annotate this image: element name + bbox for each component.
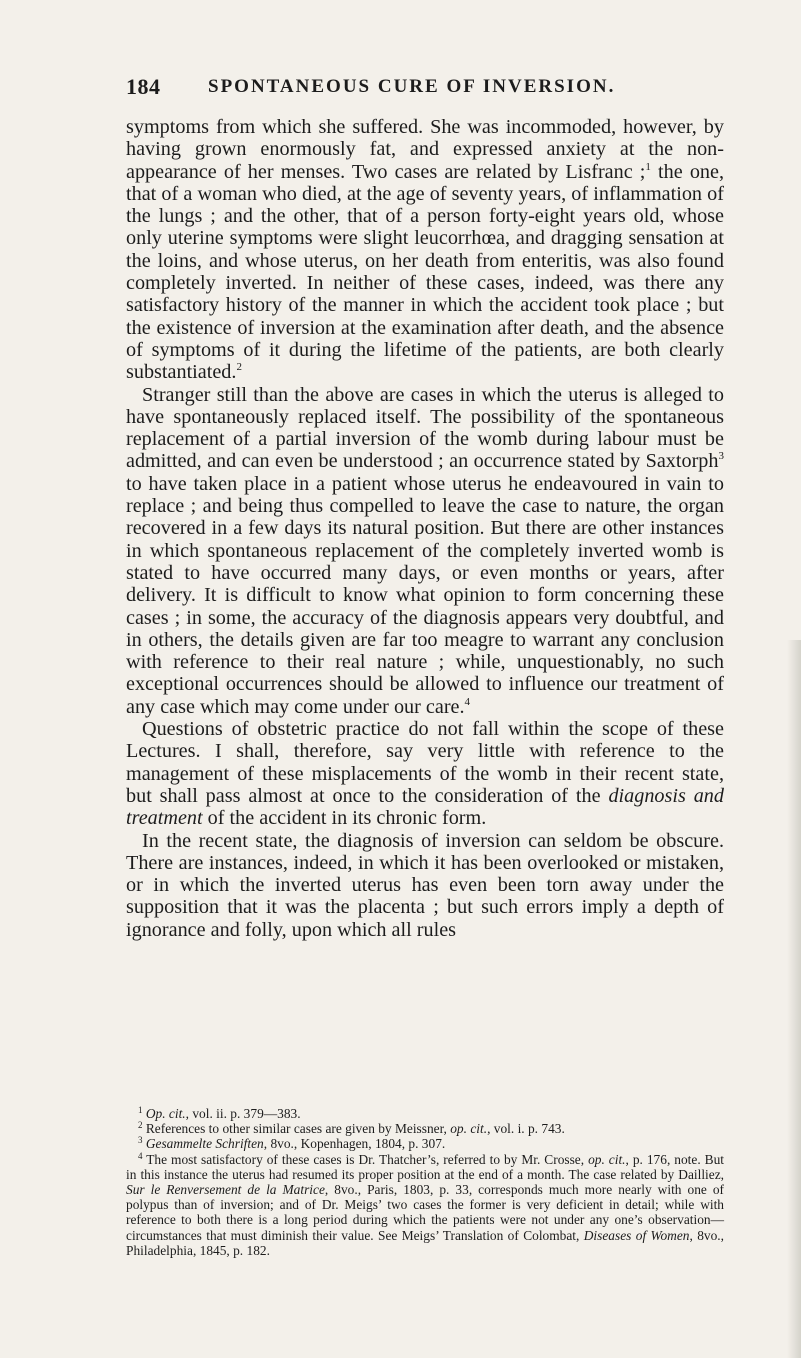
text-run: Questions of obstetric practice do not fall within the scope of these Lectures. I shall, therefore, say very little with reference to the management of these misplacements of the womb in their recent state, but shall pass almost at once to the consideration of the xyxy=(126,718,724,807)
emphasis: Gesammelte Schriften xyxy=(145,1136,264,1152)
main-text xyxy=(126,116,724,941)
paragraph xyxy=(126,718,724,829)
footnote xyxy=(126,1136,724,1151)
text-run: In the recent state, the diagnosis of inversion can seldom be obscure. There are instances, indeed, in which it has been overlooked or mistaken, or in which the inverted uterus has even been torn away under the supposition that it was the placenta ; but such errors imply a depth of ignorance and folly, upon which all rules xyxy=(126,829,724,941)
emphasis: Sur le Renversement de la Matrice xyxy=(126,1182,325,1198)
emphasis: Diseases of Women xyxy=(583,1227,690,1243)
text-run: , 8vo., Philadelphia, 1845, p. 182. xyxy=(126,1227,724,1258)
emphasis: diagnosis and treatment xyxy=(126,784,724,830)
footnote-ref[interactable]: 4 xyxy=(464,695,471,708)
footnote-mark: 3 xyxy=(138,1135,143,1146)
footnotes xyxy=(126,1106,724,1258)
footnote-mark: 2 xyxy=(138,1120,143,1131)
paragraph xyxy=(126,384,724,718)
footnote xyxy=(126,1106,724,1121)
emphasis: Op. cit. xyxy=(145,1106,186,1121)
text-run: The most satisfactory of these cases is Dr. Thatcher’s, referred to by Mr. Crosse, xyxy=(146,1151,589,1167)
paragraph xyxy=(126,830,724,941)
text-run: , vol. i. p. 743. xyxy=(487,1121,565,1137)
text-run: of the accident in its chronic form. xyxy=(202,807,487,830)
footnote-mark: 4 xyxy=(138,1150,143,1161)
page-edge-shadow xyxy=(787,640,801,1358)
emphasis: op. cit. xyxy=(588,1151,626,1167)
page-number: 184 xyxy=(126,74,161,99)
text-run: , 8vo., Paris, 1803, p. 33, corresponds much more nearly with one of polypus than of inversion; and of Dr. Meigs’ two cases the former is very deficient in detail; while with reference to both there is a long period during which the patients were not under any one’s observation—circumstances that must diminish their value. See Meigs’ Translation of Colombat, xyxy=(126,1182,725,1243)
footnote-ref[interactable]: 1 xyxy=(645,160,651,173)
page-header xyxy=(126,74,722,104)
text-run: Stranger still than the above are cases in which the uterus is alleged to have spontaneously replaced itself. The possibility of the spontaneous replacement of a partial inversion of the womb during labour must be admitted, and can even be understood ; an occurrence stated by Saxtorph xyxy=(126,383,724,473)
text-run: , vol. ii. p. 379—383. xyxy=(185,1106,301,1121)
text-run: References to other similar cases are given by Meissner, xyxy=(145,1121,451,1137)
footnote-ref[interactable]: 3 xyxy=(718,450,724,463)
text-run: symptoms from which she suffered. She was incommoded, however, by having grown enormously fat, and expressed anxiety at the non-appearance of her menses. Two cases are related by Lisfranc ; xyxy=(126,116,724,183)
text-run: , p. 176, note. But in this instance the uterus had resumed its proper position at the end of a month. The case related by Dailliez, xyxy=(126,1151,724,1182)
footnote-mark: 1 xyxy=(138,1105,143,1115)
text-run: , 8vo., Kopenhagen, 1804, p. 307. xyxy=(263,1136,446,1152)
footnote-ref[interactable]: 2 xyxy=(236,361,242,374)
emphasis: op. cit. xyxy=(450,1121,488,1137)
text-run: the one, that of a woman who died, at the age of seventy years, of inflammation of the lungs ; and the other, that of a person forty-eight years old, whose only uterine symptoms were slight leucorrhœa, and dragging sensation at the loins, and whose uterus, on her death from enteritis, was also found completely inverted. In neither of these cases, indeed, was there any satisfactory history of the manner in which the accident took place ; but the existence of inversion at the examination after death, and the absence of symptoms of it during the lifetime of the patients, are both clearly substantiated. xyxy=(126,160,725,384)
footnote xyxy=(126,1152,724,1258)
paragraph xyxy=(126,116,724,384)
running-title: SPONTANEOUS CURE OF INVERSION. xyxy=(208,76,616,97)
footnote xyxy=(126,1121,724,1136)
text-run: to have taken place in a patient whose uterus he endeavoured in vain to replace ; and being thus compelled to leave the case to nature, the organ recovered in a few days its natural position. But there are other instances in which spontaneous replacement of the completely inverted womb is stated to have occurred many days, or even months or years, after delivery. It is difficult to know what opinion to form concerning these cases ; in some, the accuracy of the diagnosis appears very doubtful, and in others, the details given are far too meagre to warrant any conclusion with reference to their real nature ; while, unquestionably, no such exceptional occurrences should be allowed to influence our treatment of any case which may come under our care. xyxy=(126,472,724,718)
